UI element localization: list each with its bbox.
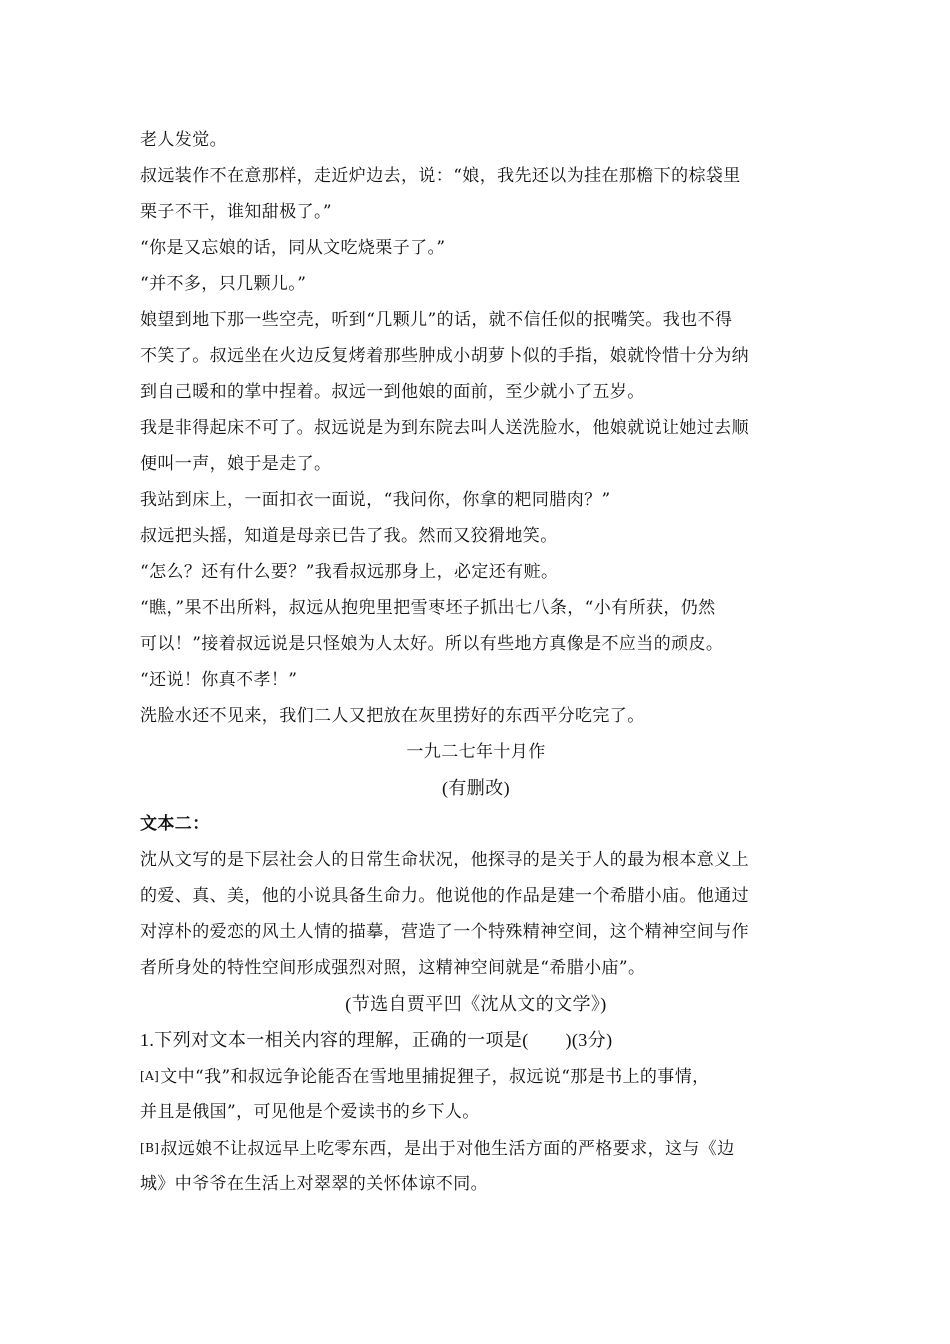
paragraph	[140, 482, 812, 518]
option-b	[140, 1130, 812, 1202]
text-line: 我站到床上，一面扣衣一面说，“我问你，你拿的粑同腊肉？”	[140, 490, 611, 510]
text-line: 对淳朴的爱恋的风土人情的描摹，营造了一个特殊精神空间，这个精神空间与作	[140, 922, 749, 942]
text-line: 栗子不干，谁知甜极了。”	[140, 202, 332, 222]
paragraph	[140, 590, 812, 662]
text-line: 洗脸水还不见来，我们二人又把放在灰里捞好的东西平分吃完了。	[140, 706, 645, 726]
paragraph	[140, 518, 812, 554]
text1-note: (有删改)	[442, 778, 510, 798]
text-line: “你是又忘娘的话，同从文吃烧栗子了。”	[140, 238, 446, 258]
text-line: “瞧，”果不出所料，叔远从抱兜里把雪枣坯子抓出七八条，“小有所获，仍然	[140, 598, 716, 618]
text2-passage	[140, 806, 812, 1022]
option-line	[140, 1058, 812, 1094]
paragraph	[140, 554, 812, 590]
option-text: 文中“我”和叔远争论能否在雪地里捕捉狸子，叔远说“那是书上的事情，	[160, 1067, 710, 1087]
paragraph	[140, 662, 812, 698]
text-line: 可以！”接着叔远说是只怪娘为人太好。所以有些地方真像是不应当的顽皮。	[140, 634, 724, 654]
text1-passage	[140, 122, 812, 806]
option-line: 城》中爷爷在生活上对翠翠的关怀体谅不同。	[140, 1174, 488, 1194]
text-line: 到自己暖和的掌中捏着。叔远一到他娘的面前，至少就小了五岁。	[140, 382, 645, 402]
text-line: 叔远把头摇，知道是母亲已告了我。然而又狡猾地笑。	[140, 526, 558, 546]
option-tag: [A]	[140, 1069, 160, 1083]
paragraph	[140, 266, 812, 302]
text-line: 的爱、真、美，他的小说具备生命力。他说他的作品是建一个希腊小庙。他通过	[140, 886, 749, 906]
paragraph	[140, 158, 812, 230]
paragraph	[140, 230, 812, 266]
text-line: 不笑了。叔远坐在火边反复烤着那些肿成小胡萝卜似的手指，娘就怜惜十分为纳	[140, 346, 749, 366]
text-line: 者所身处的特性空间形成强烈对照，这精神空间就是“希腊小庙”。	[140, 958, 646, 978]
option-text: 叔远娘不让叔远早上吃零东西，是出于对他生活方面的严格要求，这与《边	[160, 1139, 735, 1159]
option-line	[140, 1130, 812, 1166]
paragraph	[140, 410, 812, 482]
text-line: 沈从文写的是下层社会人的日常生命状况，他探寻的是关于人的最为根本意义上	[140, 850, 749, 870]
document-page	[140, 122, 812, 1202]
text-line: “还说！你真不孝！”	[140, 670, 298, 690]
question-block	[140, 1022, 812, 1202]
text1-date: 一九二七年十月作	[406, 742, 546, 762]
text2-source: (节选自贾平凹《沈从文的文学》)	[345, 994, 607, 1014]
option-line: 并且是俄国”，可见他是个爱读书的乡下人。	[140, 1102, 480, 1122]
text-line: 便叫一声，娘于是走了。	[140, 454, 332, 474]
paragraph	[140, 698, 812, 734]
paragraph	[140, 122, 812, 158]
text-line: “怎么？还有什么要？”我看叔远那身上，必定还有赃。	[140, 562, 559, 582]
question-stem: 1.下列对文本一相关内容的理解，正确的一项是( )(3分)	[140, 1030, 613, 1050]
text-line: “并不多，只几颗儿。”	[140, 274, 307, 294]
text-line: 娘望到地下那一些空壳，听到“几颗儿”的话，就不信任似的抿嘴笑。我也不得	[140, 310, 733, 330]
text2-heading: 文本二：	[140, 814, 210, 834]
paragraph	[140, 302, 812, 410]
option-tag: [B]	[140, 1141, 160, 1155]
text-line: 老人发觉。	[140, 130, 227, 150]
text-line: 我是非得起床不可了。叔远说是为到东院去叫人送洗脸水，他娘就说让她过去顺	[140, 418, 749, 438]
text-line: 叔远装作不在意那样，走近炉边去，说：“娘，我先还以为挂在那檐下的棕袋里	[140, 166, 741, 186]
option-a	[140, 1058, 812, 1130]
